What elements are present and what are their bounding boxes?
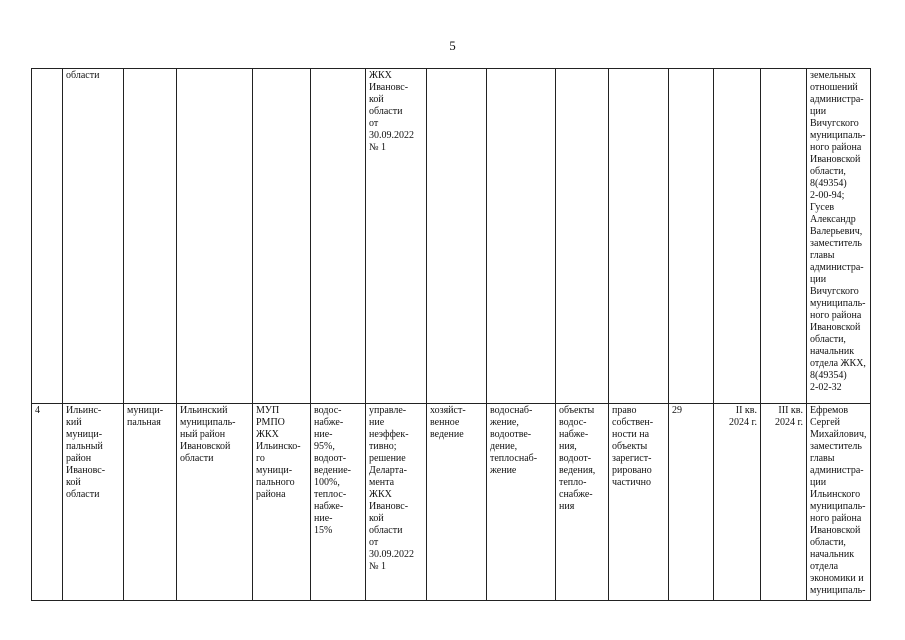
table-cell: земельных отношений администра- ции Вичугского муниципаль- ного района Ивановской области, 8(49354) 2-00-94; Гусев Александр Валерьевич, заместитель главы администра- ции Вичугского муниципаль- ного района Ивановской области, начальник отдела ЖКХ, 8(49354) 2-02-32 — [807, 69, 871, 404]
table-cell — [32, 69, 63, 404]
table-row — [32, 69, 871, 404]
table-cell: Ильинский муниципаль- ный район Ивановской области — [177, 404, 253, 601]
table-cell — [177, 69, 253, 404]
page-number: 5 — [449, 38, 456, 53]
table-cell: объекты водос- набже- ния, водоот- ведения, тепло- снабже- ния — [556, 404, 609, 601]
table-cell — [311, 69, 366, 404]
document-table — [31, 68, 871, 601]
table-cell — [124, 69, 177, 404]
table-cell: II кв. 2024 г. — [714, 404, 761, 601]
table-cell — [669, 69, 714, 404]
table-cell — [427, 69, 487, 404]
table-cell: водоснаб- жение, водоотве- дение, теплоснаб- жение — [487, 404, 556, 601]
table-cell: III кв. 2024 г. — [761, 404, 807, 601]
table-cell: водос- набже- ние- 95%, водоот- ведение- 100%, теплос- набже- ние- 15% — [311, 404, 366, 601]
table-cell — [487, 69, 556, 404]
table-cell — [253, 69, 311, 404]
table-cell: МУП РМПО ЖКХ Ильинско- го муници- пального района — [253, 404, 311, 601]
table-cell: Ефремов Сергей Михайлович, заместитель главы администра- ции Ильинского муниципаль- ного района Ивановской области, начальник отдела экономики и муниципаль- — [807, 404, 871, 601]
table-cell: право собствен- ности на объекты зарегист- рировано частично — [609, 404, 669, 601]
table-cell: 4 — [32, 404, 63, 601]
table-cell — [761, 69, 807, 404]
table-cell — [556, 69, 609, 404]
table-cell: муници- пальная — [124, 404, 177, 601]
table-cell: 29 — [669, 404, 714, 601]
table-cell: хозяйст- венное ведение — [427, 404, 487, 601]
table-cell: Ильинс- кий муници- пальный район Ивановс- кой области — [63, 404, 124, 601]
table-cell: ЖКХ Ивановс- кой области от 30.09.2022 № 1 — [366, 69, 427, 404]
table-cell — [714, 69, 761, 404]
table-cell: управле- ние неэффек- тивно; решение Деларта- мента ЖКХ Ивановс- кой области от 30.09.2022 № 1 — [366, 404, 427, 601]
table-cell: области — [63, 69, 124, 404]
table-cell — [609, 69, 669, 404]
table-row — [32, 404, 871, 601]
